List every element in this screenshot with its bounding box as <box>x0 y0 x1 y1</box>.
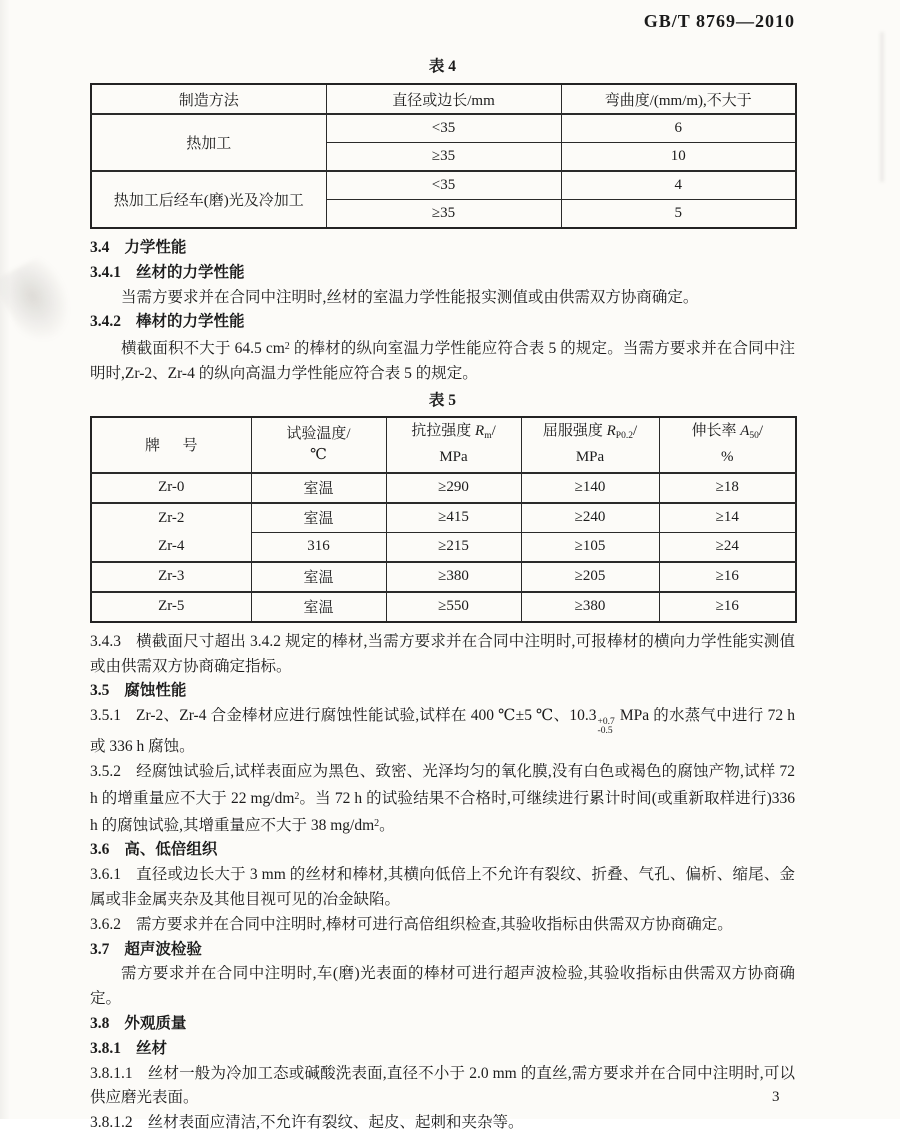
table-cell-size: <35 <box>326 171 561 200</box>
paragraph-3-4-3: 3.4.3 横截面尺寸超出 3.4.2 规定的棒材,当需方要求并在合同中注明时,可报棒材的横向力学性能实测值或由供需双方协商确定指标。 <box>90 632 795 675</box>
column-header-grade: 牌 号 <box>91 417 251 473</box>
heading-3-6: 3.6 高、低倍组织 <box>90 841 218 859</box>
table-cell-elong: ≥16 <box>659 562 796 592</box>
tolerance-stack: +0.7 -0.5 <box>597 717 615 736</box>
table-cell-grade-merged: Zr-2 Zr-4 <box>91 503 251 562</box>
heading-3-4: 3.4 力学性能 <box>90 239 187 256</box>
table-cell-temp: 室温 <box>251 473 386 503</box>
section-3-4-block <box>90 236 795 387</box>
heading-3-4-1: 3.4.1 丝材的力学性能 <box>90 263 245 281</box>
table-cell-elong: ≥14 <box>659 503 796 533</box>
table5-caption: 表 5 <box>428 391 457 409</box>
table4-caption: 表 4 <box>428 58 457 75</box>
scan-edge-shade <box>0 0 10 1119</box>
column-header-method: 制造方法 <box>91 84 326 114</box>
column-header-bend: 弯曲度/(mm/m),不大于 <box>561 84 796 114</box>
table-row <box>91 592 796 622</box>
paragraph-3-6-2: 3.6.2 需方要求并在合同中注明时,棒材可进行高倍组织检查,其验收指标由供需双方协商确定。 <box>90 915 733 933</box>
heading-3-8: 3.8 外观质量 <box>90 1014 187 1032</box>
table-cell-temp: 室温 <box>251 562 386 592</box>
paragraph-3-8-1-2: 3.8.1.2 丝材表面应清洁,不允许有裂纹、起皮、起刺和夹杂等。 <box>90 1114 524 1132</box>
table-cell-bend: 5 <box>561 200 796 229</box>
table-row <box>91 562 796 592</box>
table-cell-size: <35 <box>326 114 561 143</box>
heading-3-7: 3.7 超声波检验 <box>90 940 202 958</box>
scan-streak <box>880 32 884 182</box>
table-cell-elong: ≥18 <box>659 473 796 503</box>
table-cell-tensile: ≥215 <box>386 532 521 562</box>
table-cell-bend: 6 <box>561 114 796 143</box>
table-cell-tensile: ≥415 <box>386 503 521 533</box>
paragraph-3-5-1: 3.5.1 Zr-2、Zr-4 合金棒材应进行腐蚀性能试验,试样在 400 ℃±5 ℃、10.3 +0.7 -0.5 MPa 的水蒸气中进行 72 h 或 336 h 腐蚀。 <box>90 707 795 756</box>
paragraph-3-4-1: 当需方要求并在合同中注明时,丝材的室温力学性能报实测值或由供需双方协商确定。 <box>121 288 699 306</box>
table-cell-grade: Zr-0 <box>91 473 251 503</box>
table-cell-temp: 316 <box>251 532 386 562</box>
table4-header-row <box>91 84 796 114</box>
paragraph-3-5-2: 3.5.2 经腐蚀试验后,试样表面应为黑色、致密、光泽均匀的氧化膜,没有白色或褐色的腐蚀产物,试样 72 h 的增重量应不大于 22 $mg/dm^2$。当 72 h 的试验结果不合格时,可继续进行累计时间(或重新取样进行)336 h 的腐蚀试验,其增重量应不大于 38 $mg/dm^2$。 <box>90 762 795 834</box>
heading-3-8-1: 3.8.1 丝材 <box>90 1039 168 1057</box>
table-cell-bend: 10 <box>561 143 796 172</box>
column-header-elongation: 伸长率 $A_{50}/$ % <box>659 417 796 473</box>
scan-smudge <box>0 252 85 352</box>
table-cell-size: ≥35 <box>326 143 561 172</box>
column-header-size: 直径或边长/mm <box>326 84 561 114</box>
table-cell-yield: ≥240 <box>521 503 659 533</box>
table5 <box>90 416 797 623</box>
section-3-4-3-onward <box>90 630 795 1136</box>
paragraph-3-8-1-1: 3.8.1.1 丝材一般为冷加工态或碱酸洗表面,直径不小于 2.0 mm 的直丝,需方要求并在合同中注明时,可以供应磨光表面。 <box>90 1064 795 1107</box>
table-cell-method: 热加工后经车(磨)光及冷加工 <box>91 171 326 228</box>
table-cell-method: 热加工 <box>91 114 326 171</box>
table-row <box>91 114 796 143</box>
table-cell-size: ≥35 <box>326 200 561 229</box>
column-header-yield-strength: 屈服强度 $R_{P0.2}/$ MPa <box>521 417 659 473</box>
heading-3-4-2: 3.4.2 棒材的力学性能 <box>90 313 245 331</box>
table-cell-tensile: ≥550 <box>386 592 521 622</box>
table-cell-tensile: ≥290 <box>386 473 521 503</box>
paragraph-3-4-2: 横截面积不大于 64.5 $cm^2$ 的棒材的纵向室温力学性能应符合表 5 的规定。当需方要求并在合同中注明时,Zr-2、Zr-4 的纵向高温力学性能应符合表 5 的规定。 <box>90 340 795 382</box>
table-row <box>91 473 796 503</box>
column-header-temperature: 试验温度/ ℃ <box>251 417 386 473</box>
table-cell-grade: Zr-5 <box>91 592 251 622</box>
table-row <box>91 171 796 200</box>
table-cell-bend: 4 <box>561 171 796 200</box>
table-cell-yield: ≥205 <box>521 562 659 592</box>
column-header-tensile-strength: 抗拉强度 $R_m/$ MPa <box>386 417 521 473</box>
table-cell-elong: ≥16 <box>659 592 796 622</box>
standard-code: GB/T 8769—2010 <box>643 11 795 31</box>
page-number: 3 <box>772 1089 780 1105</box>
table-cell-yield: ≥380 <box>521 592 659 622</box>
table-row <box>91 503 796 533</box>
table5-header-row <box>91 417 796 473</box>
table-cell-temp: 室温 <box>251 592 386 622</box>
table-cell-yield: ≥140 <box>521 473 659 503</box>
table-cell-yield: ≥105 <box>521 532 659 562</box>
table-cell-elong: ≥24 <box>659 532 796 562</box>
paragraph-3-6-1: 3.6.1 直径或边长大于 3 mm 的丝材和棒材,其横向低倍上不允许有裂纹、折叠、气孔、偏析、缩尾、金属或非金属夹杂及其他目视可见的冶金缺陷。 <box>90 866 795 908</box>
table-cell-temp: 室温 <box>251 503 386 533</box>
paragraph-3-7: 需方要求并在合同中注明时,车(磨)光表面的棒材可进行超声波检验,其验收指标由供需双方协商确定。 <box>90 965 795 1008</box>
table-cell-tensile: ≥380 <box>386 562 521 592</box>
table-cell-grade: Zr-3 <box>91 562 251 592</box>
heading-3-5: 3.5 腐蚀性能 <box>90 682 187 700</box>
table4 <box>90 83 797 229</box>
